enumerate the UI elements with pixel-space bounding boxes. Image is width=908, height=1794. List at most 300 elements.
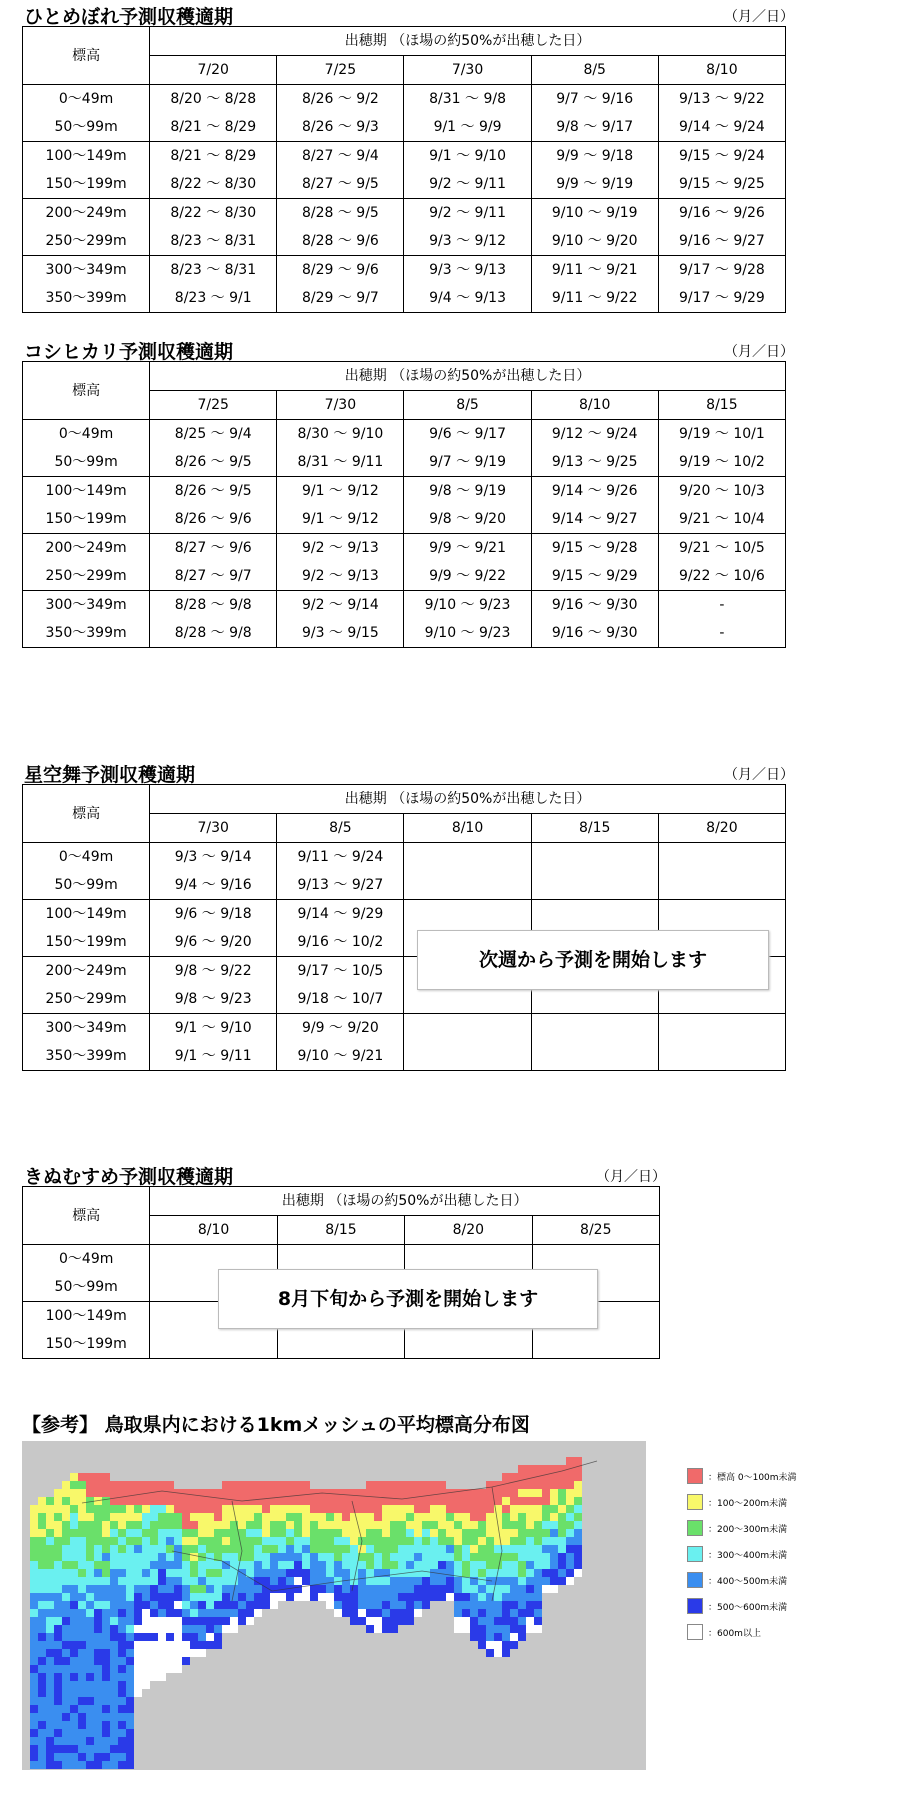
mesh-cell — [390, 1625, 398, 1633]
mesh-cell — [46, 1705, 54, 1713]
mesh-cell — [174, 1505, 182, 1513]
mesh-cell — [302, 1577, 310, 1585]
date-column-header: 7/25 — [150, 391, 277, 420]
mesh-cell — [510, 1641, 518, 1649]
mesh-cell — [102, 1577, 110, 1585]
mesh-cell — [158, 1673, 166, 1681]
mesh-cell — [254, 1521, 262, 1529]
mesh-cell — [574, 1457, 582, 1465]
mesh-cell — [550, 1489, 558, 1497]
mesh-cell — [86, 1649, 94, 1657]
mesh-cell — [86, 1513, 94, 1521]
mesh-cell — [518, 1593, 526, 1601]
mesh-cell — [118, 1689, 126, 1697]
mesh-cell — [278, 1529, 286, 1537]
mesh-cell — [94, 1689, 102, 1697]
mesh-cell — [286, 1529, 294, 1537]
mesh-cell — [214, 1641, 222, 1649]
elevation-cell: 200～249m — [23, 957, 150, 986]
harvest-period-cell — [531, 843, 658, 872]
mesh-cell — [38, 1569, 46, 1577]
mesh-cell — [326, 1577, 334, 1585]
mesh-cell — [542, 1561, 550, 1569]
harvest-period-cell: 9/1 ～ 9/9 — [404, 113, 531, 142]
mesh-cell — [534, 1513, 542, 1521]
mesh-cell — [478, 1609, 486, 1617]
mesh-cell — [446, 1505, 454, 1513]
harvest-period-cell — [405, 1330, 532, 1359]
table4-unit: （月／日） — [596, 1169, 666, 1185]
mesh-cell — [398, 1481, 406, 1489]
mesh-cell — [478, 1505, 486, 1513]
mesh-cell — [406, 1561, 414, 1569]
harvest-period-cell: 9/3 ～ 9/14 — [150, 843, 277, 872]
mesh-cell — [238, 1481, 246, 1489]
mesh-cell — [390, 1489, 398, 1497]
mesh-cell — [550, 1545, 558, 1553]
mesh-cell — [374, 1489, 382, 1497]
elevation-cell: 100～149m — [23, 1302, 150, 1331]
mesh-cell — [374, 1585, 382, 1593]
mesh-cell — [214, 1593, 222, 1601]
mesh-cell — [406, 1617, 414, 1625]
mesh-cell — [318, 1529, 326, 1537]
mesh-cell — [510, 1473, 518, 1481]
header-row — [23, 362, 786, 391]
table2-harvest-koshihikari — [22, 361, 786, 648]
mesh-cell — [534, 1505, 542, 1513]
table-row — [23, 113, 786, 142]
mesh-cell — [118, 1593, 126, 1601]
mesh-cell — [110, 1705, 118, 1713]
harvest-period-cell: 9/17 ～ 9/29 — [658, 284, 785, 313]
mesh-cell — [30, 1553, 38, 1561]
harvest-period-cell — [404, 871, 531, 900]
mesh-cell — [462, 1617, 470, 1625]
mesh-cell — [398, 1585, 406, 1593]
mesh-cell — [118, 1577, 126, 1585]
mesh-cell — [30, 1673, 38, 1681]
mesh-cell — [214, 1489, 222, 1497]
mesh-cell — [70, 1681, 78, 1689]
mesh-cell — [110, 1577, 118, 1585]
mesh-cell — [126, 1521, 134, 1529]
mesh-cell — [102, 1721, 110, 1729]
mesh-cell — [150, 1609, 158, 1617]
mesh-cell — [30, 1521, 38, 1529]
mesh-cell — [46, 1553, 54, 1561]
mesh-cell — [214, 1569, 222, 1577]
mesh-cell — [478, 1633, 486, 1641]
mesh-cell — [38, 1577, 46, 1585]
harvest-period-cell: 8/27 ～ 9/4 — [277, 142, 404, 171]
mesh-cell — [414, 1553, 422, 1561]
mesh-cell — [478, 1585, 486, 1593]
mesh-cell — [166, 1553, 174, 1561]
harvest-period-cell: 9/2 ～ 9/13 — [277, 534, 404, 563]
mesh-cell — [366, 1513, 374, 1521]
mesh-cell — [358, 1593, 366, 1601]
mesh-cell — [454, 1521, 462, 1529]
elevation-cell: 300～349m — [23, 256, 150, 285]
mesh-cell — [166, 1633, 174, 1641]
harvest-period-cell: 8/26 ～ 9/2 — [277, 85, 404, 114]
mesh-cell — [246, 1553, 254, 1561]
mesh-cell — [198, 1577, 206, 1585]
mesh-cell — [206, 1585, 214, 1593]
mesh-cell — [502, 1641, 510, 1649]
mesh-cell — [454, 1497, 462, 1505]
mesh-cell — [150, 1505, 158, 1513]
mesh-cell — [110, 1657, 118, 1665]
mesh-cell — [142, 1649, 150, 1657]
mesh-cell — [78, 1657, 86, 1665]
mesh-cell — [30, 1721, 38, 1729]
mesh-cell — [102, 1505, 110, 1513]
mesh-cell — [86, 1753, 94, 1761]
mesh-cell — [70, 1473, 78, 1481]
mesh-cell — [102, 1665, 110, 1673]
mesh-cell — [86, 1561, 94, 1569]
mesh-cell — [30, 1697, 38, 1705]
mesh-cell — [38, 1593, 46, 1601]
table-row — [23, 227, 786, 256]
mesh-cell — [38, 1721, 46, 1729]
mesh-cell — [526, 1593, 534, 1601]
harvest-period-cell: 9/15 ～ 9/28 — [531, 534, 658, 563]
mesh-cell — [110, 1537, 118, 1545]
mesh-cell — [406, 1601, 414, 1609]
mesh-cell — [38, 1497, 46, 1505]
elevation-cell: 0～49m — [23, 1245, 150, 1274]
mesh-cell — [510, 1601, 518, 1609]
mesh-cell — [62, 1593, 70, 1601]
mesh-cell — [542, 1529, 550, 1537]
mesh-cell — [310, 1553, 318, 1561]
elevation-cell: 300～349m — [23, 1014, 150, 1043]
mesh-cell — [182, 1617, 190, 1625]
mesh-cell — [478, 1537, 486, 1545]
legend-label: ：200～300m未満 — [708, 1525, 788, 1535]
mesh-cell — [78, 1713, 86, 1721]
mesh-cell — [238, 1601, 246, 1609]
mesh-cell — [182, 1577, 190, 1585]
mesh-cell — [382, 1545, 390, 1553]
harvest-period-cell: 9/10 ～ 9/23 — [404, 619, 531, 648]
mesh-cell — [78, 1705, 86, 1713]
mesh-cell — [374, 1521, 382, 1529]
mesh-cell — [542, 1497, 550, 1505]
table1-unit: （月／日） — [724, 9, 794, 25]
mesh-cell — [366, 1585, 374, 1593]
mesh-cell — [358, 1569, 366, 1577]
mesh-cell — [70, 1657, 78, 1665]
mesh-cell — [70, 1577, 78, 1585]
mesh-cell — [70, 1593, 78, 1601]
mesh-cell — [158, 1609, 166, 1617]
mesh-cell — [366, 1497, 374, 1505]
mesh-cell — [286, 1481, 294, 1489]
mesh-cell — [326, 1513, 334, 1521]
mesh-cell — [422, 1601, 430, 1609]
mesh-cell — [366, 1609, 374, 1617]
mesh-cell — [222, 1577, 230, 1585]
mesh-cell — [478, 1617, 486, 1625]
mesh-cell — [550, 1497, 558, 1505]
mesh-cell — [454, 1577, 462, 1585]
mesh-cell — [454, 1585, 462, 1593]
mesh-cell — [414, 1601, 422, 1609]
mesh-cell — [158, 1529, 166, 1537]
mesh-cell — [78, 1601, 86, 1609]
mesh-cell — [518, 1521, 526, 1529]
mesh-cell — [494, 1545, 502, 1553]
harvest-period-cell — [531, 1042, 658, 1071]
mesh-cell — [414, 1561, 422, 1569]
mesh-cell — [542, 1521, 550, 1529]
mesh-cell — [270, 1593, 278, 1601]
harvest-period-cell: 9/13 ～ 9/27 — [277, 871, 404, 900]
mesh-cell — [46, 1505, 54, 1513]
table3-title: 星空舞予測収穫適期 — [24, 764, 196, 786]
mesh-cell — [86, 1601, 94, 1609]
mesh-cell — [526, 1465, 534, 1473]
mesh-cell — [350, 1601, 358, 1609]
table3-notice: 次週から予測を開始します — [417, 930, 769, 990]
mesh-cell — [190, 1513, 198, 1521]
mesh-cell — [550, 1537, 558, 1545]
mesh-cell — [38, 1689, 46, 1697]
mesh-cell — [510, 1505, 518, 1513]
mesh-cell — [30, 1561, 38, 1569]
harvest-period-cell: 9/11 ～ 9/22 — [531, 284, 658, 313]
mesh-cell — [494, 1561, 502, 1569]
mesh-cell — [478, 1577, 486, 1585]
mesh-cell — [510, 1633, 518, 1641]
mesh-cell — [526, 1585, 534, 1593]
mesh-cell — [94, 1529, 102, 1537]
mesh-cell — [430, 1577, 438, 1585]
mesh-cell — [206, 1537, 214, 1545]
mesh-cell — [46, 1593, 54, 1601]
mesh-cell — [382, 1585, 390, 1593]
mesh-cell — [158, 1617, 166, 1625]
table3-unit: （月／日） — [724, 767, 794, 783]
mesh-cell — [510, 1593, 518, 1601]
mesh-cell — [54, 1513, 62, 1521]
mesh-cell — [502, 1529, 510, 1537]
mesh-cell — [566, 1497, 574, 1505]
table-row — [23, 843, 786, 872]
mesh-cell — [38, 1649, 46, 1657]
mesh-cell — [78, 1537, 86, 1545]
mesh-cell — [230, 1513, 238, 1521]
mesh-cell — [182, 1649, 190, 1657]
mesh-cell — [414, 1521, 422, 1529]
mesh-cell — [294, 1505, 302, 1513]
harvest-period-cell — [404, 1042, 531, 1071]
mesh-cell — [518, 1609, 526, 1617]
mesh-cell — [190, 1617, 198, 1625]
mesh-cell — [494, 1649, 502, 1657]
mesh-cell — [494, 1529, 502, 1537]
mesh-cell — [238, 1585, 246, 1593]
mesh-cell — [166, 1569, 174, 1577]
mesh-cell — [118, 1721, 126, 1729]
mesh-cell — [70, 1649, 78, 1657]
mesh-cell — [86, 1585, 94, 1593]
mesh-cell — [30, 1585, 38, 1593]
mesh-cell — [118, 1753, 126, 1761]
mesh-cell — [38, 1761, 46, 1769]
mesh-cell — [182, 1561, 190, 1569]
harvest-period-cell: 9/8 ～ 9/19 — [404, 477, 531, 506]
mesh-cell — [150, 1593, 158, 1601]
mesh-cell — [494, 1617, 502, 1625]
mesh-cell — [30, 1705, 38, 1713]
mesh-cell — [446, 1529, 454, 1537]
mesh-cell — [46, 1569, 54, 1577]
mesh-cell — [374, 1617, 382, 1625]
mesh-cell — [502, 1561, 510, 1569]
harvest-period-cell: 9/1 ～ 9/10 — [150, 1014, 277, 1043]
mesh-cell — [518, 1577, 526, 1585]
mesh-cell — [46, 1545, 54, 1553]
mesh-cell — [30, 1537, 38, 1545]
mesh-cell — [382, 1577, 390, 1585]
mesh-cell — [118, 1681, 126, 1689]
mesh-cell — [62, 1665, 70, 1673]
mesh-cell — [86, 1737, 94, 1745]
mesh-cell — [414, 1513, 422, 1521]
mesh-cell — [518, 1481, 526, 1489]
mesh-cell — [142, 1569, 150, 1577]
mesh-cell — [438, 1529, 446, 1537]
harvest-period-cell — [531, 871, 658, 900]
mesh-cell — [462, 1585, 470, 1593]
mesh-cell — [38, 1601, 46, 1609]
mesh-cell — [374, 1481, 382, 1489]
mesh-cell — [174, 1537, 182, 1545]
mesh-cell — [142, 1537, 150, 1545]
mesh-cell — [166, 1657, 174, 1665]
mesh-cell — [62, 1513, 70, 1521]
mesh-cell — [254, 1561, 262, 1569]
mesh-cell — [142, 1529, 150, 1537]
mesh-cell — [502, 1473, 510, 1481]
mesh-cell — [262, 1481, 270, 1489]
mesh-cell — [150, 1585, 158, 1593]
mesh-cell — [62, 1601, 70, 1609]
mesh-cell — [390, 1593, 398, 1601]
mesh-cell — [406, 1537, 414, 1545]
mesh-cell — [102, 1497, 110, 1505]
harvest-period-cell: 9/9 ～ 9/18 — [531, 142, 658, 171]
harvest-period-cell: 9/11 ～ 9/24 — [277, 843, 404, 872]
mesh-cell — [318, 1513, 326, 1521]
mesh-cell — [470, 1617, 478, 1625]
mesh-cell — [150, 1537, 158, 1545]
mesh-cell — [118, 1729, 126, 1737]
mesh-cell — [30, 1545, 38, 1553]
mesh-cell — [526, 1505, 534, 1513]
legend-swatch — [687, 1572, 703, 1588]
mesh-cell — [502, 1617, 510, 1625]
mesh-cell — [30, 1577, 38, 1585]
mesh-cell — [502, 1633, 510, 1641]
mesh-cell — [486, 1625, 494, 1633]
mesh-cell — [54, 1545, 62, 1553]
mesh-cell — [62, 1689, 70, 1697]
mesh-cell — [54, 1721, 62, 1729]
mesh-cell — [270, 1481, 278, 1489]
mesh-cell — [302, 1553, 310, 1561]
mesh-cell — [222, 1585, 230, 1593]
mesh-cell — [94, 1625, 102, 1633]
mesh-cell — [214, 1545, 222, 1553]
mesh-cell — [62, 1697, 70, 1705]
mesh-cell — [270, 1521, 278, 1529]
mesh-cell — [534, 1585, 542, 1593]
elevation-cell: 350～399m — [23, 619, 150, 648]
harvest-period-cell: 9/1 ～ 9/10 — [404, 142, 531, 171]
elevation-cell: 300～349m — [23, 591, 150, 620]
mesh-cell — [126, 1761, 134, 1769]
mesh-cell — [230, 1481, 238, 1489]
mesh-cell — [38, 1633, 46, 1641]
mesh-cell — [518, 1561, 526, 1569]
mesh-cell — [502, 1537, 510, 1545]
mesh-cell — [230, 1553, 238, 1561]
mesh-cell — [54, 1505, 62, 1513]
harvest-period-cell: 9/4 ～ 9/13 — [404, 284, 531, 313]
mesh-cell — [534, 1593, 542, 1601]
harvest-period-cell: 9/20 ～ 10/3 — [658, 477, 785, 506]
mesh-cell — [390, 1561, 398, 1569]
mesh-cell — [422, 1505, 430, 1513]
mesh-cell — [134, 1529, 142, 1537]
mesh-cell — [398, 1513, 406, 1521]
mesh-cell — [54, 1609, 62, 1617]
mesh-cell — [382, 1537, 390, 1545]
mesh-cell — [286, 1545, 294, 1553]
mesh-cell — [134, 1625, 142, 1633]
mesh-cell — [382, 1521, 390, 1529]
mesh-cell — [102, 1601, 110, 1609]
mesh-cell — [30, 1665, 38, 1673]
mesh-cell — [54, 1673, 62, 1681]
mesh-cell — [566, 1473, 574, 1481]
mesh-cell — [278, 1569, 286, 1577]
mesh-cell — [70, 1753, 78, 1761]
mesh-cell — [38, 1625, 46, 1633]
mesh-cell — [118, 1505, 126, 1513]
mesh-cell — [38, 1713, 46, 1721]
mesh-cell — [198, 1529, 206, 1537]
mesh-cell — [542, 1513, 550, 1521]
mesh-cell — [310, 1569, 318, 1577]
harvest-period-cell: 9/1 ～ 9/12 — [277, 505, 404, 534]
mesh-cell — [142, 1617, 150, 1625]
harvest-period-cell: 8/27 ～ 9/6 — [150, 534, 277, 563]
mesh-cell — [174, 1657, 182, 1665]
mesh-cell — [54, 1697, 62, 1705]
mesh-cell — [118, 1633, 126, 1641]
date-column-header: 8/10 — [531, 391, 658, 420]
mesh-cell — [310, 1593, 318, 1601]
mesh-cell — [30, 1505, 38, 1513]
mesh-cell — [62, 1577, 70, 1585]
